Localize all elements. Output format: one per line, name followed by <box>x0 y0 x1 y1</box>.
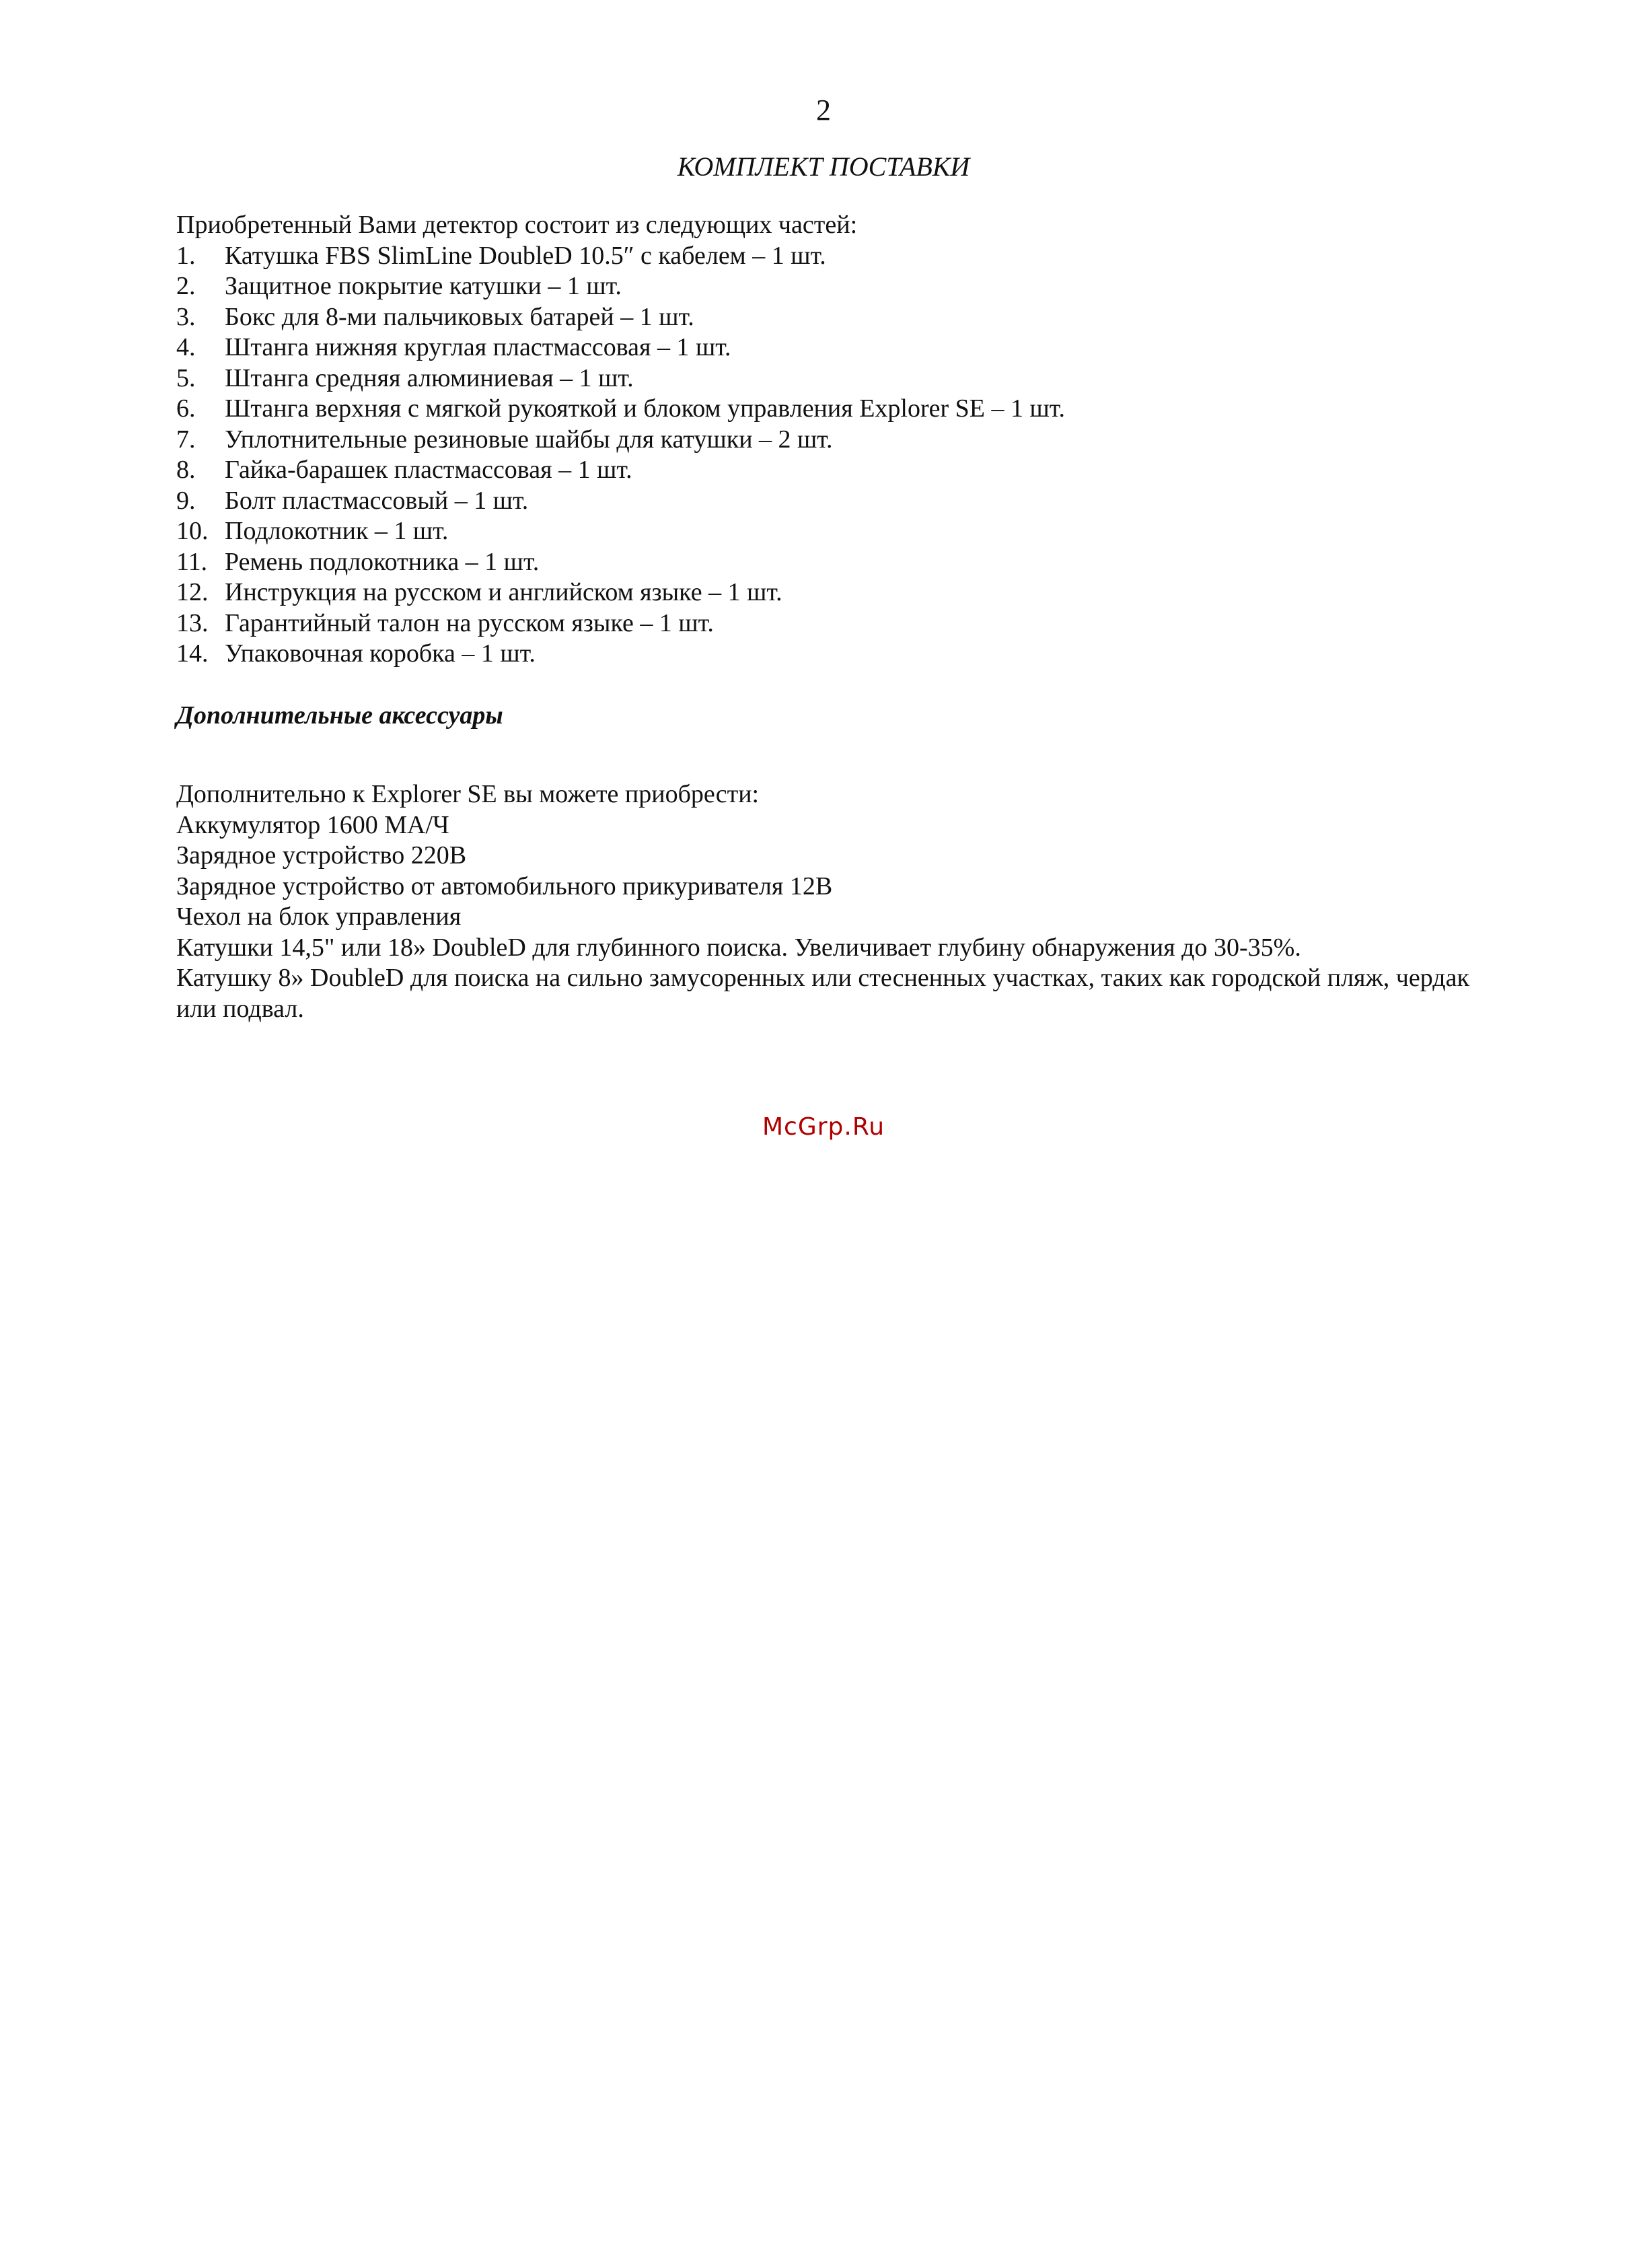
item-number: 1. <box>176 241 196 270</box>
item-number: 10. <box>176 517 209 545</box>
item-number: 4. <box>176 333 196 361</box>
item-text: Инструкция на русском и английском языке – 1 шт. <box>225 578 782 606</box>
list-item <box>176 271 1495 302</box>
item-text: Защитное покрытие катушки – 1 шт. <box>225 272 622 300</box>
item-number: 8. <box>176 456 196 484</box>
item-text: Ремень подлокотника – 1 шт. <box>225 547 540 576</box>
item-number: 6. <box>176 394 196 423</box>
list-item <box>176 425 1495 456</box>
list-item: Катушки 14,5" или 18» DoubleD для глубинного поиска. Увеличивает глубину обнаружения до 30-35%. <box>176 933 1301 962</box>
item-text: Подлокотник – 1 шт. <box>225 517 449 545</box>
section-title: КОМПЛЕКТ ПОСТАВКИ <box>677 151 970 182</box>
list-item <box>176 516 1495 547</box>
watermark-link[interactable]: McGrp.Ru <box>762 1113 885 1141</box>
accessories-list <box>176 810 1495 1025</box>
item-text: Болт пластмассовый – 1 шт. <box>225 486 529 515</box>
item-number: 11. <box>176 547 208 576</box>
list-item <box>176 577 1495 608</box>
list-item <box>176 394 1495 425</box>
item-text: Гайка-барашек пластмассовая – 1 шт. <box>225 456 632 484</box>
document-body <box>176 210 1495 1024</box>
list-item <box>176 455 1495 486</box>
list-item: Катушку 8» DoubleD для поиска на сильно замусоренных или стесненных участках, таких как городской пляж, чердак или подвал. <box>176 964 1469 1023</box>
list-item <box>176 363 1495 394</box>
list-item: Аккумулятор 1600 МА/Ч <box>176 810 449 839</box>
parts-list <box>176 241 1495 670</box>
item-number: 9. <box>176 486 196 515</box>
list-item <box>176 302 1495 333</box>
item-number: 14. <box>176 639 209 668</box>
list-item <box>176 608 1495 639</box>
list-item <box>176 241 1495 272</box>
item-text: Штанга верхняя с мягкой рукояткой и блоком управления Explorer SE – 1 шт. <box>225 394 1066 423</box>
list-item: Зарядное устройство от автомобильного прикуривателя 12В <box>176 872 833 900</box>
item-number: 12. <box>176 578 209 606</box>
parts-intro: Приобретенный Вами детектор состоит из следующих частей: <box>176 211 858 239</box>
page-number: 2 <box>816 94 831 127</box>
item-text: Уплотнительные резиновые шайбы для катушки – 2 шт. <box>225 425 833 454</box>
accessories-intro: Дополнительно к Explorer SE вы можете приобрести: <box>176 780 760 808</box>
item-text: Катушка FBS SlimLine DoubleD 10.5″ с кабелем – 1 шт. <box>225 241 826 270</box>
item-number: 5. <box>176 363 196 392</box>
item-number: 13. <box>176 608 209 637</box>
list-item <box>176 332 1495 363</box>
list-item: Зарядное устройство 220В <box>176 841 467 870</box>
list-item <box>176 486 1495 517</box>
accessories-heading: Дополнительные аксессуары <box>176 701 503 730</box>
item-text: Штанга нижняя круглая пластмассовая – 1 шт. <box>225 333 731 361</box>
item-number: 7. <box>176 425 196 454</box>
list-item <box>176 547 1495 578</box>
item-text: Гарантийный талон на русском языке – 1 шт. <box>225 608 714 637</box>
item-text: Бокс для 8-ми пальчиковых батарей – 1 шт. <box>225 302 694 331</box>
list-item: Чехол на блок управления <box>176 902 462 931</box>
list-item <box>176 639 1495 670</box>
item-number: 2. <box>176 272 196 300</box>
item-text: Упаковочная коробка – 1 шт. <box>225 639 536 668</box>
item-number: 3. <box>176 302 196 331</box>
item-text: Штанга средняя алюминиевая – 1 шт. <box>225 363 634 392</box>
